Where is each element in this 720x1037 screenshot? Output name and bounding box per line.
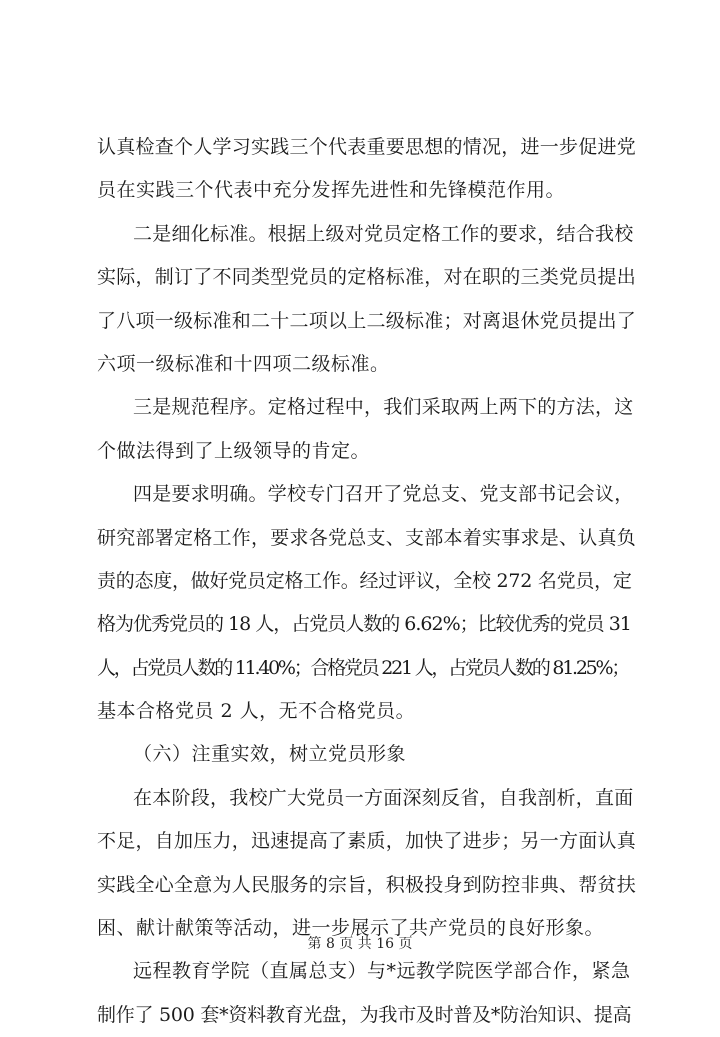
text-line-14: 基本合格党员 2 人，无不合格党员。 xyxy=(97,700,416,723)
text-line-18: 实践全心全意为人民服务的宗旨，积极投身到防控非典、帮贫扶 xyxy=(97,873,637,896)
text-line-17: 不足，自加压力，迅速提高了素质，加快了进步；另一方面认真 xyxy=(97,830,637,853)
text-line-8: 个做法得到了上级领导的肯定。 xyxy=(97,439,371,462)
document-body xyxy=(97,126,637,1037)
text-line-3: 二是细化标准。根据上级对党员定格工作的要求，结合我校 xyxy=(133,222,634,245)
text-line-21: 制作了 500 套*资料教育光盘，为我市及时普及*防治知识、提高 xyxy=(97,1003,632,1026)
text-line-12: 格为优秀党员的 18 人，占党员人数的 6.62%；比较优秀的党员 31 xyxy=(97,613,631,636)
text-line-19: 困、献计献策等活动，进一步展示了共产党员的良好形象。 xyxy=(97,917,605,940)
text-line-7: 三是规范程序。定格过程中，我们采取两上两下的方法，这 xyxy=(133,396,634,419)
text-line-13: 人，占党员人数的 11.40%；合格党员 221 人，占党员人数的 81.25%； xyxy=(97,656,629,679)
page-number-label: 第 8 页 共 16 页 xyxy=(307,936,413,952)
text-line-16: 在本阶段，我校广大党员一方面深刻反省，自我剖析，直面 xyxy=(133,786,634,809)
text-line-9: 四是要求明确。学校专门召开了党总支、党支部书记会议， xyxy=(133,483,634,506)
text-line-4: 实际，制订了不同类型党员的定格标准，对在职的三类党员提出 xyxy=(97,266,637,289)
text-line-11: 责的态度，做好党员定格工作。经过评议，全校 272 名党员，定 xyxy=(97,569,632,592)
text-line-6: 六项一级标准和十四项二级标准。 xyxy=(97,352,390,375)
section-heading: （六）注重实效，树立党员形象 xyxy=(133,743,407,766)
page-footer xyxy=(0,934,720,954)
text-line-20: 远程教育学院（直属总支）与*远教学院医学部合作，紧急 xyxy=(133,960,631,983)
text-line-1: 认真检查个人学习实践三个代表重要思想的情况，进一步促进党 xyxy=(97,136,637,158)
text-line-10: 研究部署定格工作，要求各党总支、支部本着实事求是、认真负 xyxy=(97,526,637,549)
text-line-2: 员在实践三个代表中充分发挥先进性和先锋模范作用。 xyxy=(97,179,566,202)
text-line-5: 了八项一级标准和二十二项以上二级标准；对离退休党员提出了 xyxy=(97,309,637,332)
